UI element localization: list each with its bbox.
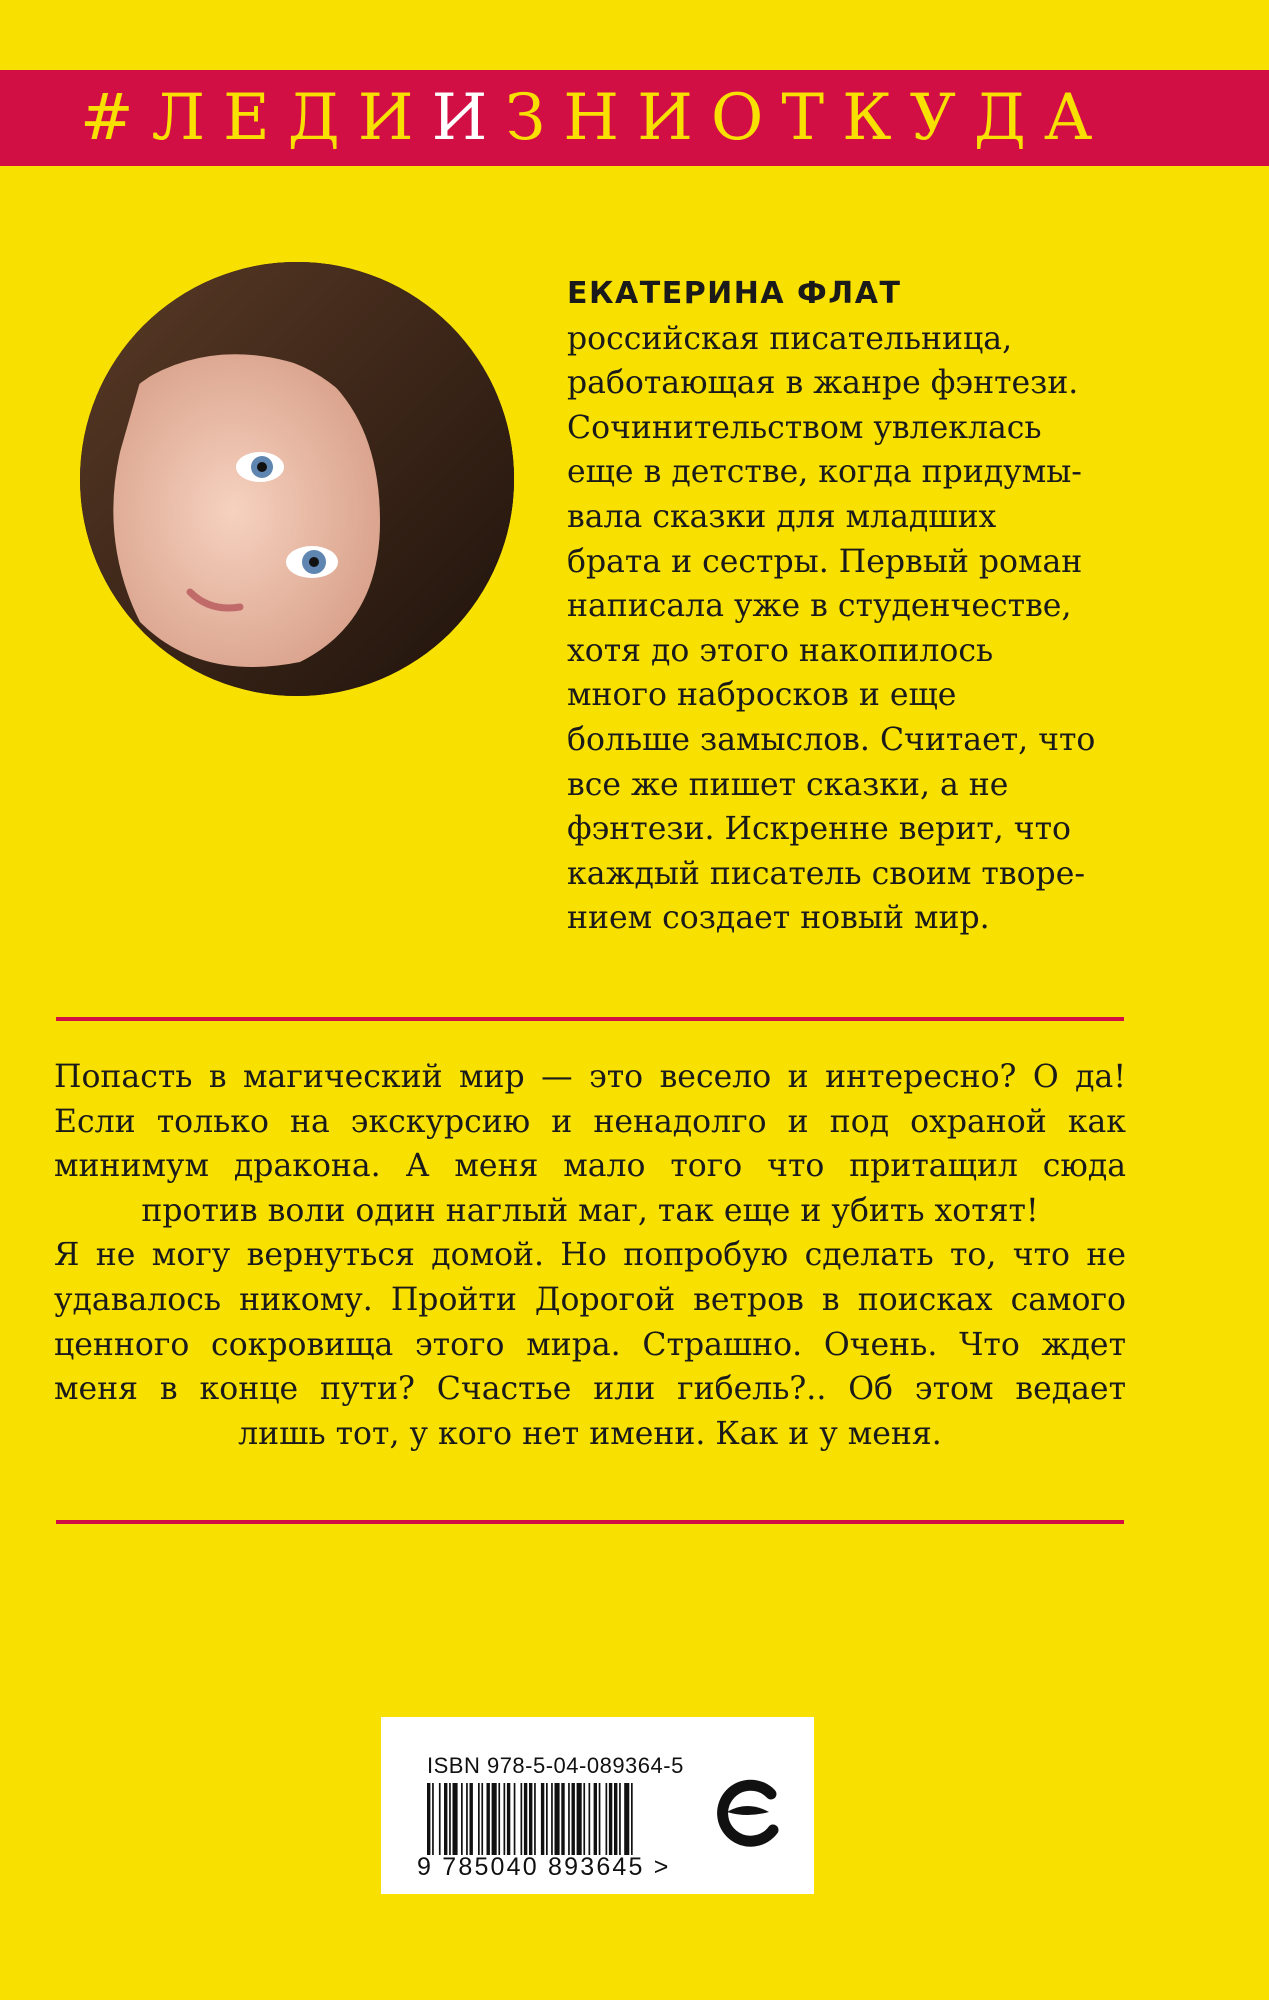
series-hashtag-highlight: И bbox=[431, 81, 506, 155]
barcode-bar bbox=[529, 1783, 532, 1855]
barcode-bar bbox=[619, 1783, 621, 1855]
barcode-bar bbox=[432, 1783, 434, 1855]
series-hashtag-part2: ЗНИОТКУДА bbox=[505, 81, 1111, 155]
barcode-bar bbox=[524, 1783, 527, 1855]
blurb-line: против воли один наглый маг, так еще и убить хотят! bbox=[141, 1192, 1039, 1229]
barcode-bar bbox=[427, 1783, 430, 1855]
barcode-bar bbox=[449, 1783, 451, 1855]
barcode-bar bbox=[577, 1783, 582, 1855]
author-bio-line: работающая в жанре фэнтези. bbox=[567, 365, 1079, 402]
barcode-bar bbox=[594, 1783, 597, 1855]
blurb-line: Если только на экскурсию и ненадолго и под охраной как bbox=[54, 1103, 1126, 1140]
barcode-bar bbox=[534, 1783, 536, 1855]
divider-bottom bbox=[56, 1520, 1124, 1524]
barcode-bar bbox=[614, 1783, 617, 1855]
barcode-bar bbox=[555, 1783, 560, 1855]
author-bio-line: написала уже в студенчестве, bbox=[567, 588, 1072, 625]
blurb-line: Попасть в магический мир — это весело и интересно? О да! bbox=[54, 1059, 1126, 1095]
author-bio-line: нием создает новый мир. bbox=[567, 900, 990, 937]
barcode-digits: 9 785040 893645 > bbox=[417, 1853, 671, 1881]
barcode-bar bbox=[546, 1783, 548, 1855]
author-bio-line: брата и сестры. Первый роман bbox=[567, 543, 1083, 580]
blurb-line: минимум дракона. А меня мало того что притащил сюда bbox=[54, 1148, 1126, 1185]
barcode-bar bbox=[439, 1783, 441, 1855]
blurb-line: удавалось никому. Пройти Дорогой ветров в поисках самого bbox=[54, 1281, 1126, 1318]
publisher-logo-icon bbox=[711, 1772, 783, 1852]
blurb-line: ценного сокровища этого мира. Страшно. Очень. Что ждет bbox=[54, 1326, 1126, 1363]
author-bio-line: больше замыслов. Считает, что bbox=[567, 721, 1096, 758]
author-bio-line: вала сказки для младших bbox=[567, 498, 997, 535]
barcode-bar bbox=[492, 1783, 497, 1855]
barcode-bar bbox=[589, 1783, 591, 1855]
barcode-bar bbox=[609, 1783, 612, 1855]
blurb-line: меня в конце пути? Счастье или гибель?.. Об этом ведает bbox=[54, 1371, 1126, 1408]
barcode-bar bbox=[551, 1783, 553, 1855]
divider-top bbox=[56, 1017, 1124, 1021]
author-name: ЕКАТЕРИНА ФЛАТ bbox=[567, 276, 902, 311]
blurb-line: лишь тот, у кого нет имени. Как и у меня. bbox=[238, 1415, 942, 1452]
barcode-bar bbox=[561, 1783, 564, 1855]
author-bio-line: каждый писатель своим творе- bbox=[567, 855, 1085, 892]
barcode-bar bbox=[521, 1783, 523, 1855]
author-bio-line: все же пишет сказки, а не bbox=[567, 766, 1009, 803]
author-bio-line: много набросков и еще bbox=[567, 677, 957, 714]
author-info bbox=[567, 272, 1197, 941]
author-bio-line: еще в детстве, когда придумы- bbox=[567, 454, 1082, 491]
author-bio-line: российская писательница, bbox=[567, 320, 1013, 357]
barcode-bar bbox=[572, 1783, 575, 1855]
barcode-bar bbox=[466, 1783, 468, 1855]
author-photo bbox=[80, 262, 514, 696]
book-blurb bbox=[54, 1055, 1126, 1456]
barcode-bar bbox=[514, 1783, 516, 1855]
barcode-bar bbox=[470, 1783, 473, 1855]
author-bio-line: Сочинительством увлеклась bbox=[567, 409, 1042, 446]
blurb-line: Я не могу вернуться домой. Но попробую сделать то, что не bbox=[54, 1237, 1126, 1274]
barcode-bar bbox=[444, 1783, 447, 1855]
barcode-bar bbox=[606, 1783, 608, 1855]
author-bio-line: хотя до этого накопилось bbox=[567, 632, 994, 669]
barcode bbox=[427, 1783, 689, 1855]
author-bio-line: фэнтези. Искренне верит, что bbox=[567, 811, 1072, 848]
barcode-bar bbox=[478, 1783, 480, 1855]
barcode-bar bbox=[461, 1783, 463, 1855]
barcode-panel bbox=[381, 1717, 814, 1894]
barcode-bar bbox=[481, 1783, 483, 1855]
barcode-bar bbox=[568, 1783, 570, 1855]
barcode-bar bbox=[504, 1783, 506, 1855]
isbn-text: ISBN 978-5-04-089364-5 bbox=[427, 1753, 684, 1778]
barcode-bar bbox=[583, 1783, 585, 1855]
barcode-bar bbox=[487, 1783, 490, 1855]
series-hashtag-part1: #ЛЕДИ bbox=[80, 81, 432, 155]
barcode-bar bbox=[507, 1783, 510, 1855]
barcode-bar bbox=[624, 1783, 629, 1855]
barcode-bar bbox=[498, 1783, 500, 1855]
barcode-bar bbox=[453, 1783, 458, 1855]
series-banner bbox=[0, 70, 1269, 166]
barcode-bar bbox=[541, 1783, 544, 1855]
barcode-bar bbox=[631, 1783, 633, 1855]
series-hashtag bbox=[80, 70, 1110, 166]
barcode-bar bbox=[599, 1783, 601, 1855]
